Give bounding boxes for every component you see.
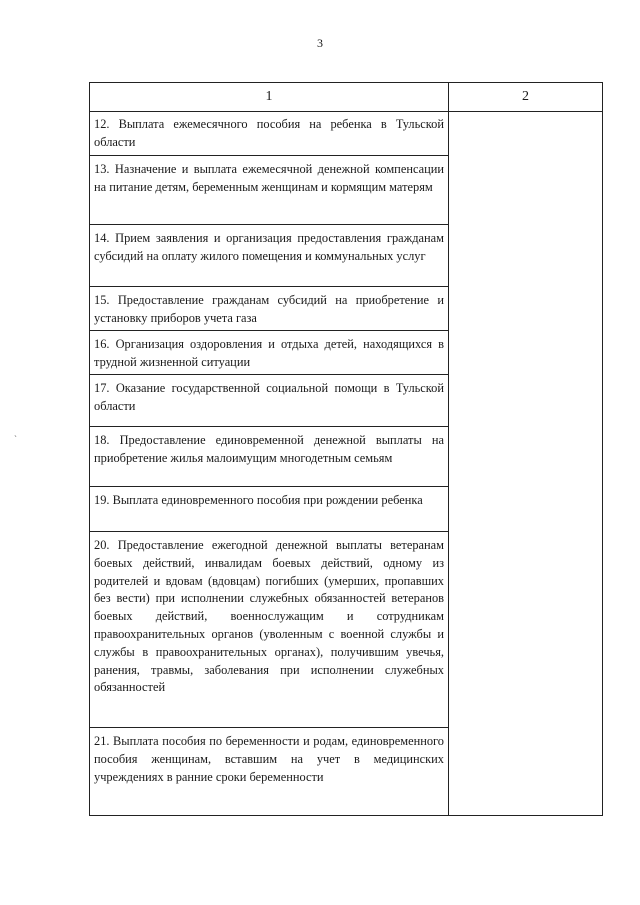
- table-row: 12. Выплата ежемесячного пособия на ребенка в Тульской области: [90, 111, 448, 156]
- column-header-2: 2: [522, 89, 529, 104]
- table-row: 20. Предоставление ежегодной денежной выплаты ветеранам боевых действий, инвалидам боевых действий, одному из родителей и вдовам (вдовцам) погибших (умерших, пропавших без вести) при исполнении служебных обязанностей ветеранов боевых действий, военнослужащим и сотрудникам правоохранительных органов (уволенным с военной службы и службы в правоохранительных органах), получившим увечья, ранения, травмы, заболевания при исполнении служебных обязанностей: [90, 532, 448, 728]
- table-row: 16. Организация оздоровления и отдыха детей, находящихся в трудной жизненной ситуации: [90, 331, 448, 375]
- column-header-1: 1: [265, 89, 273, 104]
- services-table: [89, 82, 603, 816]
- table-row: 21. Выплата пособия по беременности и родам, единовременного пособия женщинам, вставшим на учет в медицинских учреждениях в ранние сроки беременности: [94, 734, 444, 784]
- table-row: 15. Предоставление гражданам субсидий на приобретение и установку приборов учета газа: [90, 287, 448, 331]
- table-row: 17. Оказание государственной социальной помощи в Тульской области: [90, 375, 448, 427]
- table-row: 13. Назначение и выплата ежемесячной денежной компенсации на питание детям, беременным женщинам и кормящим матерям: [90, 156, 448, 225]
- table-row: 19. Выплата единовременного пособия при рождении ребенка: [90, 487, 448, 532]
- table-header-row: [90, 83, 602, 112]
- table-row: 18. Предоставление единовременной денежной выплаты на приобретение жилья малоимущим многодетным семьям: [90, 427, 448, 487]
- column-divider: [448, 83, 449, 815]
- page-number: 3: [317, 36, 323, 50]
- table-row: 14. Прием заявления и организация предоставления гражданам субсидий на оплату жилого помещения и коммунальных услуг: [90, 225, 448, 287]
- table-body: [90, 111, 448, 815]
- margin-mark: ˋ: [14, 434, 17, 444]
